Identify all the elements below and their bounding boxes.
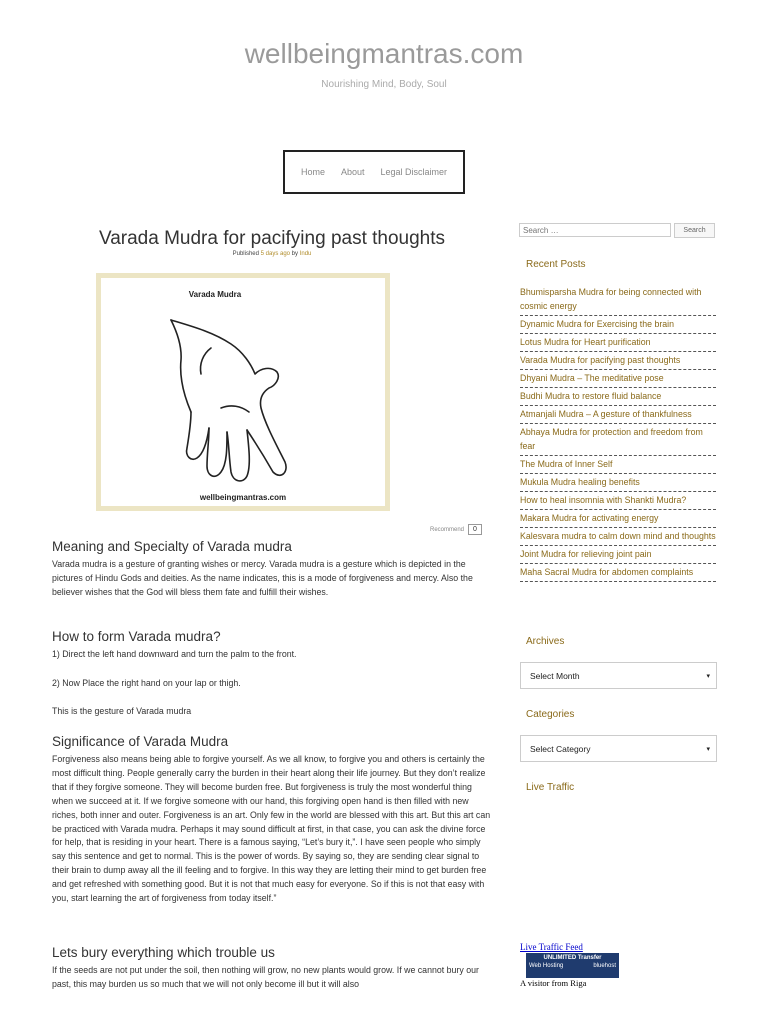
live-traffic-feed-link[interactable]: Live Traffic Feed <box>520 942 583 952</box>
site-title[interactable]: wellbeingmantras.com <box>244 38 524 69</box>
recent-post-link[interactable]: Dynamic Mudra for Exercising the brain <box>520 316 716 334</box>
categories-select-value: Select Category <box>530 743 591 754</box>
recent-post-link[interactable]: Lotus Mudra for Heart purification <box>520 334 716 352</box>
meta-by: by <box>291 251 299 257</box>
recent-post-link[interactable]: Kalesvara mudra to calm down mind and thoughts <box>520 528 716 546</box>
recommend-label[interactable]: Recommend <box>430 526 465 533</box>
section-body-meaning: Varada mudra is a gesture of granting wishes or mercy. Varada mudra is a gesture which is depicted in the pictures of Hindu Gods and deities. As the name indicates, this is a mode of forgiveness and mercy. Also the believer wishes that the God will bless them fate and fulfill their wishes. <box>52 559 473 597</box>
badge-line2b: bluehost <box>593 963 616 969</box>
recent-post-link[interactable]: Joint Mudra for relieving joint pain <box>520 546 716 564</box>
nav-home[interactable]: Home <box>300 167 325 177</box>
recent-posts-list <box>520 284 716 582</box>
badge-line2a: Web Hosting <box>529 963 564 969</box>
step-2: 2) Now Place the right hand on your lap or thigh. <box>52 678 241 688</box>
recent-post-link[interactable]: Bhumisparsha Mudra for being connected with cosmic energy <box>520 284 716 316</box>
search-button[interactable]: Search <box>674 223 715 238</box>
recent-post-link[interactable]: The Mudra of Inner Self <box>520 456 716 474</box>
meta-date[interactable]: 5 days ago <box>260 251 290 257</box>
meta-published: Published <box>232 251 259 257</box>
recent-post-link[interactable]: Dhyani Mudra – The meditative pose <box>520 370 716 388</box>
badge-line1: UNLIMITED Transfer <box>543 955 602 961</box>
recent-post-link[interactable]: Mukula Mudra healing benefits <box>520 474 716 492</box>
recommend-widget[interactable] <box>430 524 482 535</box>
post-title: Varada Mudra for pacifying past thoughts <box>98 228 446 249</box>
main-nav <box>283 150 465 194</box>
step-summary: This is the gesture of Varada mudra <box>52 706 192 716</box>
recent-post-link[interactable]: Abhaya Mudra for protection and freedom from fear <box>520 424 716 456</box>
visitor-text: A visitor from Riga <box>520 978 587 988</box>
section-body-significance: Forgiveness also means being able to forgive yourself. As we all know, to forgive you and others is certainly the most difficult thing. People generally carry the burden in their heart along their life journey. But they don’t realize that if they forgive someone. They will become burden free. But forgiveness is truly the most wonderful thing when we succeed at it. If we forgive someone with our hand, this forgiving open hand is then filled with new riches, both inner and outer. Forgiveness is an art. Only few in the world are blessed with this art. But this art can be practiced with Varada mudra. Perhaps it may sound difficult at first, in that case, you can ask the divine force for help, that is residing in your heart. There is a famous saying, “Let’s bury it,”. I have seen people who simply say this sentence and get to normal. This is the power of words. By saying so, they are sending clear signal to their brain to dump away all the ill feeling and to forgive. In this way they are letting their mind to get burden free and get refreshed with something good. But it is not that much easy for everyone. So if this is not that easy with you, start learning the art of forgiveness from today itself.” <box>52 754 491 904</box>
meta-author[interactable]: Indu <box>299 251 312 257</box>
recent-post-link[interactable]: How to heal insomnia with Shankti Mudra? <box>520 492 716 510</box>
archives-title: Archives <box>526 636 565 647</box>
section-heading-bury: Lets bury everything which trouble us <box>52 945 275 960</box>
section-heading-meaning: Meaning and Specialty of Varada mudra <box>52 539 292 554</box>
post-meta <box>52 251 492 257</box>
recent-posts-title: Recent Posts <box>526 259 586 270</box>
recent-post-link[interactable]: Makara Mudra for activating energy <box>520 510 716 528</box>
search-input[interactable] <box>519 223 671 237</box>
recommend-count: 0 <box>468 524 482 535</box>
figure-watermark: wellbeingmantras.com <box>199 493 287 502</box>
live-traffic-title: Live Traffic <box>526 782 575 793</box>
step-1: 1) Direct the left hand downward and turn the palm to the front. <box>52 649 297 659</box>
archives-select[interactable] <box>520 662 717 689</box>
nav-legal-disclaimer[interactable]: Legal Disclaimer <box>380 167 448 177</box>
nav-about[interactable]: About <box>340 167 365 177</box>
site-tagline: Nourishing Mind, Body, Soul <box>321 79 447 90</box>
bluehost-badge[interactable] <box>526 953 619 978</box>
categories-select[interactable] <box>520 735 717 762</box>
section-body-bury: If the seeds are not put under the soil, then nothing will grow, no new plants would grow. If we cannot bury our past, this may burden us so much that we will not only become ill but it will also <box>52 965 479 989</box>
recent-post-link[interactable]: Atmanjali Mudra – A gesture of thankfulness <box>520 406 716 424</box>
dropdown-arrow-icon: ▾ <box>706 672 710 680</box>
recent-post-link[interactable]: Maha Sacral Mudra for abdomen complaints <box>520 564 716 582</box>
hand-illustration-icon <box>151 308 301 488</box>
recent-post-link[interactable]: Varada Mudra for pacifying past thoughts <box>520 352 716 370</box>
archives-select-value: Select Month <box>530 670 580 681</box>
categories-title: Categories <box>526 709 575 720</box>
section-heading-significance: Significance of Varada Mudra <box>52 734 229 749</box>
dropdown-arrow-icon: ▾ <box>706 745 710 753</box>
section-heading-how-to: How to form Varada mudra? <box>52 629 221 644</box>
figure-caption: Varada Mudra <box>188 290 242 299</box>
post-figure <box>96 273 390 511</box>
recent-post-link[interactable]: Budhi Mudra to restore fluid balance <box>520 388 716 406</box>
